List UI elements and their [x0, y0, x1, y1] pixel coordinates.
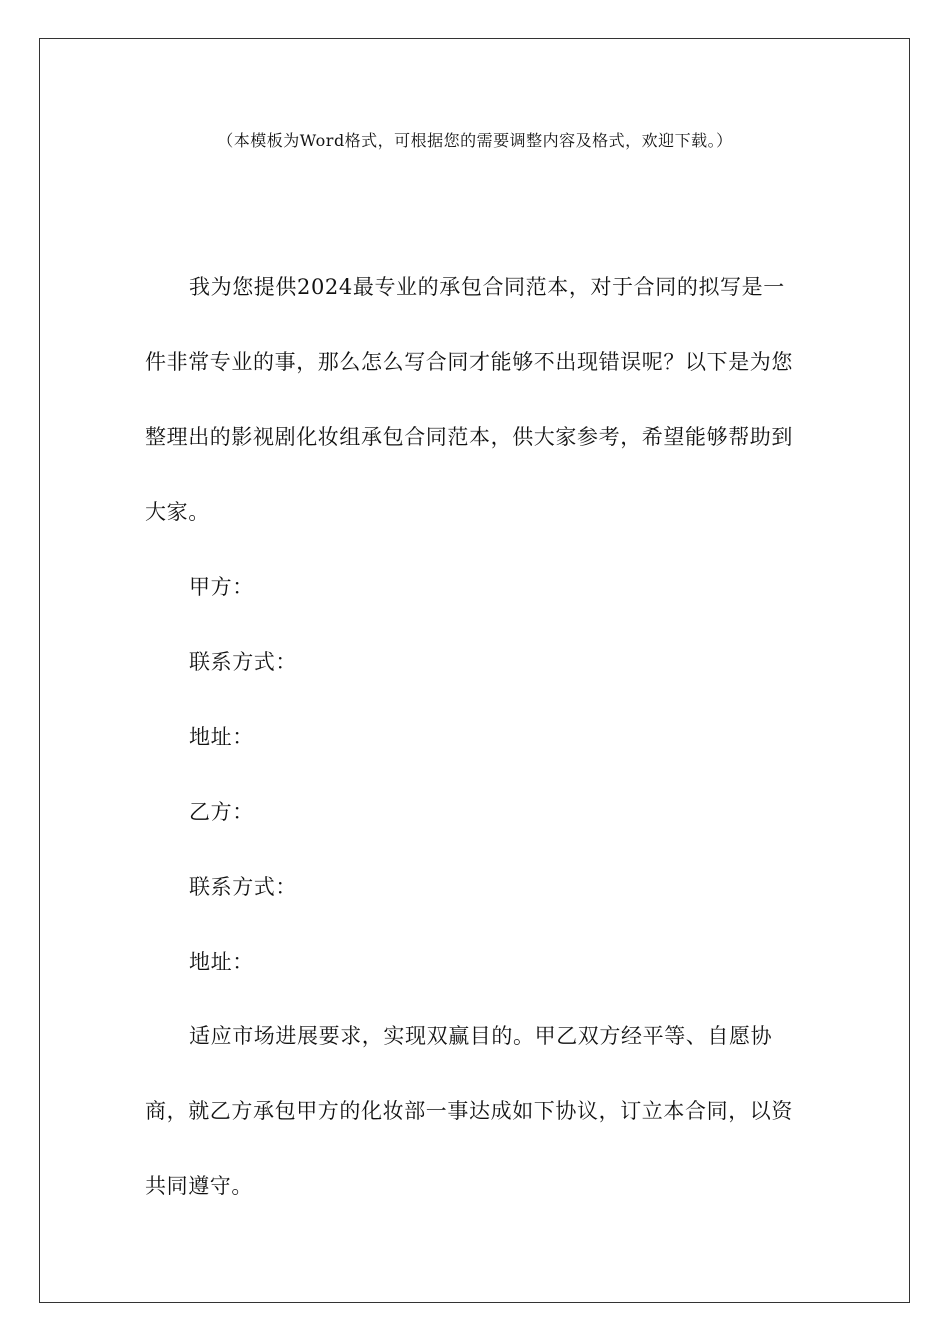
intro-paragraph: 我为您提供2024最专业的承包合同范本，对于合同的拟写是一件非常专业的事，那么怎么写合同才能够不出现错误呢？以下是为您整理出的影视剧化妆组承包合同范本，供大家参考，希望能够帮助到大家。 [145, 275, 793, 524]
closing-section [145, 999, 800, 1224]
parties-section [145, 550, 800, 1000]
party-b-address-label: 地址： [189, 950, 254, 974]
party-a-label: 甲方： [189, 575, 254, 599]
template-note: （本模板为Word格式，可根据您的需要调整内容及格式，欢迎下载。） [217, 131, 733, 150]
intro-section [145, 250, 800, 550]
party-b-contact-label: 联系方式： [189, 875, 297, 899]
closing-paragraph: 适应市场进展要求，实现双赢目的。甲乙双方经平等、自愿协商，就乙方承包甲方的化妆部一事达成如下协议，订立本合同，以资共同遵守。 [145, 1024, 793, 1198]
party-a-contact-label: 联系方式： [189, 650, 297, 674]
party-a-address-label: 地址： [189, 725, 254, 749]
party-b-label: 乙方： [189, 800, 254, 824]
